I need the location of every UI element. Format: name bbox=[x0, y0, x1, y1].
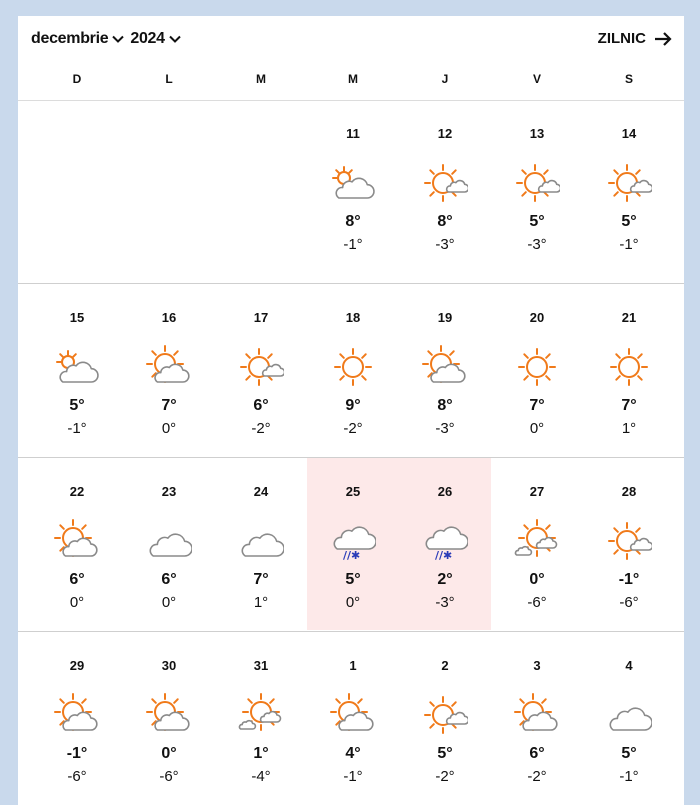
max-temperature: 6° bbox=[161, 571, 177, 588]
max-temperature: -1° bbox=[618, 571, 640, 588]
day-number: 24 bbox=[253, 484, 269, 499]
rain-snow-icon bbox=[330, 518, 376, 564]
sun-clouds-icon bbox=[238, 692, 284, 738]
min-temperature: -1° bbox=[619, 236, 639, 253]
weekday-label: V bbox=[532, 72, 541, 86]
day-cell[interactable] bbox=[307, 284, 399, 456]
min-temperature: -4° bbox=[251, 768, 271, 785]
min-temperature: -6° bbox=[67, 768, 87, 785]
day-cell[interactable] bbox=[31, 284, 123, 456]
min-temperature: -6° bbox=[159, 768, 179, 785]
min-temperature: 0° bbox=[161, 420, 177, 437]
max-temperature: 5° bbox=[621, 213, 637, 230]
day-cell[interactable] bbox=[583, 458, 675, 630]
day-cell[interactable] bbox=[123, 284, 215, 456]
min-temperature: -3° bbox=[435, 594, 455, 611]
min-temperature: -2° bbox=[251, 420, 271, 437]
day-number: 19 bbox=[437, 310, 453, 325]
chevron-down-icon bbox=[169, 30, 181, 48]
sunny-icon bbox=[514, 344, 560, 390]
month-dropdown[interactable] bbox=[31, 30, 130, 48]
max-temperature: -1° bbox=[66, 745, 88, 762]
month-label: decembrie bbox=[31, 30, 109, 47]
day-number: 28 bbox=[621, 484, 637, 499]
year-dropdown[interactable] bbox=[130, 30, 186, 48]
day-cell[interactable] bbox=[307, 458, 399, 630]
max-temperature: 6° bbox=[69, 571, 85, 588]
min-temperature: -6° bbox=[527, 594, 547, 611]
day-number: 22 bbox=[69, 484, 85, 499]
week-row bbox=[18, 457, 684, 630]
day-number: 15 bbox=[69, 310, 85, 325]
max-temperature: 8° bbox=[345, 213, 361, 230]
sunny-cloud-icon bbox=[606, 518, 652, 564]
max-temperature: 6° bbox=[253, 397, 269, 414]
sunny-cloud-icon bbox=[514, 160, 560, 206]
max-temperature: 5° bbox=[621, 745, 637, 762]
weekday-label: J bbox=[441, 72, 449, 86]
calendar-header bbox=[18, 16, 684, 64]
day-number: 16 bbox=[161, 310, 177, 325]
day-number: 17 bbox=[253, 310, 269, 325]
day-cell[interactable] bbox=[307, 632, 399, 804]
day-cell[interactable] bbox=[123, 458, 215, 630]
sun-clouds-icon bbox=[514, 518, 560, 564]
year-label: 2024 bbox=[130, 30, 165, 47]
weekday-label: L bbox=[165, 72, 173, 86]
weekday-label: M bbox=[348, 72, 358, 86]
day-number: 4 bbox=[625, 658, 633, 673]
sunny-cloud-icon bbox=[422, 160, 468, 206]
max-temperature: 8° bbox=[437, 213, 453, 230]
max-temperature: 7° bbox=[161, 397, 177, 414]
day-cell[interactable] bbox=[491, 632, 583, 804]
max-temperature: 1° bbox=[253, 745, 269, 762]
min-temperature: 0° bbox=[161, 594, 177, 611]
day-number: 25 bbox=[345, 484, 361, 499]
day-cell[interactable] bbox=[399, 632, 491, 804]
day-number: 23 bbox=[161, 484, 177, 499]
sunny-cloud-icon bbox=[422, 692, 468, 738]
partly-cloudy-icon bbox=[54, 344, 100, 390]
sunny-icon bbox=[330, 344, 376, 390]
max-temperature: 4° bbox=[345, 745, 361, 762]
week-row bbox=[18, 100, 684, 272]
max-temperature: 5° bbox=[345, 571, 361, 588]
min-temperature: -6° bbox=[619, 594, 639, 611]
min-temperature: 0° bbox=[69, 594, 85, 611]
day-cell[interactable] bbox=[399, 100, 491, 272]
min-temperature: -1° bbox=[619, 768, 639, 785]
daily-view-link[interactable] bbox=[598, 30, 672, 47]
max-temperature: 7° bbox=[621, 397, 637, 414]
day-number: 20 bbox=[529, 310, 545, 325]
day-number: 1 bbox=[349, 658, 357, 673]
day-cell[interactable] bbox=[583, 632, 675, 804]
chevron-down-icon bbox=[112, 30, 124, 48]
svg-text://✱: //✱ bbox=[435, 549, 453, 562]
day-cell[interactable] bbox=[583, 100, 675, 272]
min-temperature: 1° bbox=[621, 420, 637, 437]
weekday-label: D bbox=[72, 72, 82, 86]
day-cell[interactable] bbox=[215, 458, 307, 630]
day-cell[interactable] bbox=[491, 458, 583, 630]
day-cell[interactable] bbox=[31, 632, 123, 804]
cloudy-icon bbox=[238, 518, 284, 564]
weekday-label: S bbox=[624, 72, 633, 86]
month-year-selector bbox=[31, 30, 187, 48]
day-cell[interactable] bbox=[583, 284, 675, 456]
min-temperature: -1° bbox=[343, 768, 363, 785]
max-temperature: 7° bbox=[253, 571, 269, 588]
day-number: 21 bbox=[621, 310, 637, 325]
max-temperature: 5° bbox=[69, 397, 85, 414]
sun-behind-cloud-icon bbox=[54, 692, 100, 738]
day-number: 18 bbox=[345, 310, 361, 325]
daily-view-label: ZILNIC bbox=[597, 30, 646, 47]
min-temperature: -1° bbox=[343, 236, 363, 253]
partly-cloudy-icon bbox=[330, 160, 376, 206]
day-number: 11 bbox=[346, 126, 360, 141]
rain-snow-icon bbox=[422, 518, 468, 564]
max-temperature: 5° bbox=[437, 745, 453, 762]
min-temperature: 0° bbox=[529, 420, 545, 437]
max-temperature: 6° bbox=[529, 745, 545, 762]
day-cell[interactable] bbox=[123, 632, 215, 804]
sunny-cloud-icon bbox=[238, 344, 284, 390]
calendar-card bbox=[18, 16, 684, 805]
svg-text://✱: //✱ bbox=[343, 549, 361, 562]
day-number: 3 bbox=[533, 658, 541, 673]
cloudy-icon bbox=[146, 518, 192, 564]
min-temperature: 1° bbox=[253, 594, 269, 611]
min-temperature: -2° bbox=[343, 420, 363, 437]
day-number: 13 bbox=[529, 126, 545, 141]
day-number: 31 bbox=[253, 658, 269, 673]
day-cell[interactable] bbox=[31, 458, 123, 630]
day-number: 14 bbox=[621, 126, 637, 141]
sun-behind-cloud-icon bbox=[330, 692, 376, 738]
min-temperature: -2° bbox=[435, 768, 455, 785]
max-temperature: 0° bbox=[529, 571, 545, 588]
min-temperature: -3° bbox=[435, 236, 455, 253]
cloudy-icon bbox=[606, 692, 652, 738]
min-temperature: -3° bbox=[435, 420, 455, 437]
max-temperature: 2° bbox=[437, 571, 453, 588]
weekday-label: M bbox=[256, 72, 266, 86]
arrow-right-icon bbox=[654, 32, 672, 46]
max-temperature: 8° bbox=[437, 397, 453, 414]
sunny-cloud-icon bbox=[606, 160, 652, 206]
min-temperature: -1° bbox=[67, 420, 87, 437]
weekday-header-row bbox=[18, 64, 684, 101]
day-number: 2 bbox=[441, 658, 449, 673]
sun-behind-cloud-icon bbox=[54, 518, 100, 564]
day-cell[interactable] bbox=[491, 284, 583, 456]
max-temperature: 9° bbox=[345, 397, 361, 414]
sun-behind-cloud-icon bbox=[146, 692, 192, 738]
min-temperature: -2° bbox=[527, 768, 547, 785]
day-cell[interactable] bbox=[399, 458, 491, 630]
max-temperature: 7° bbox=[529, 397, 545, 414]
week-row bbox=[18, 283, 684, 456]
day-number: 26 bbox=[437, 484, 453, 499]
sun-behind-cloud-icon bbox=[422, 344, 468, 390]
min-temperature: -3° bbox=[527, 236, 547, 253]
day-number: 29 bbox=[69, 658, 85, 673]
day-number: 30 bbox=[161, 658, 177, 673]
day-cell[interactable] bbox=[491, 100, 583, 272]
max-temperature: 5° bbox=[529, 213, 545, 230]
min-temperature: 0° bbox=[345, 594, 361, 611]
week-row bbox=[18, 631, 684, 804]
sunny-icon bbox=[606, 344, 652, 390]
day-cell[interactable] bbox=[307, 100, 399, 272]
day-number: 12 bbox=[437, 126, 453, 141]
day-cell[interactable] bbox=[215, 632, 307, 804]
max-temperature: 0° bbox=[161, 745, 177, 762]
day-number: 27 bbox=[529, 484, 545, 499]
sun-behind-cloud-icon bbox=[146, 344, 192, 390]
sun-behind-cloud-icon bbox=[514, 692, 560, 738]
day-cell[interactable] bbox=[399, 284, 491, 456]
day-cell[interactable] bbox=[215, 284, 307, 456]
